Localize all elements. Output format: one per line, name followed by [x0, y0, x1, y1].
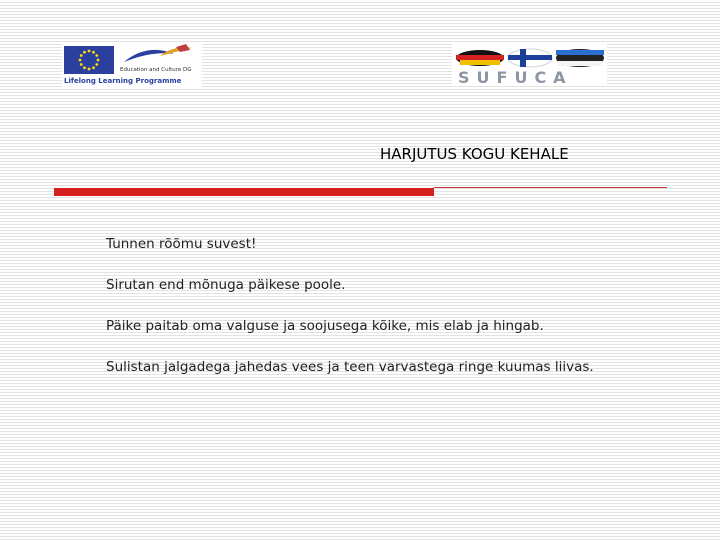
eu-tagline: Education and Culture DG	[120, 67, 192, 73]
list-item: Sulistan jalgadega jahedas vees ja teen varvastega ringe kuumas liivas.	[106, 359, 594, 375]
eu-lifelong-learning-logo	[62, 44, 202, 88]
lifelong-learning-programme-text: Lifelong Learning Programme	[64, 77, 182, 85]
finland-flag-icon	[508, 49, 552, 67]
list-item: Sirutan end mõnuga päikese poole.	[106, 277, 346, 293]
title-underline-bar	[54, 188, 434, 196]
sufuca-logo	[452, 44, 607, 86]
title-underline-line	[434, 187, 667, 188]
eu-flag-icon	[64, 46, 114, 74]
exercise-list	[106, 236, 606, 400]
germany-flag-icon	[456, 50, 504, 66]
list-item: Päike paitab oma valguse ja soojusega kõike, mis elab ja hingab.	[106, 318, 544, 334]
education-bird-icon	[120, 44, 200, 66]
sufuca-wordmark: SUFUCA	[458, 68, 573, 87]
slide-title: HARJUTUS KOGU KEHALE	[380, 145, 569, 163]
list-item: Tunnen rõõmu suvest!	[106, 236, 257, 252]
estonia-flag-icon	[556, 49, 604, 67]
